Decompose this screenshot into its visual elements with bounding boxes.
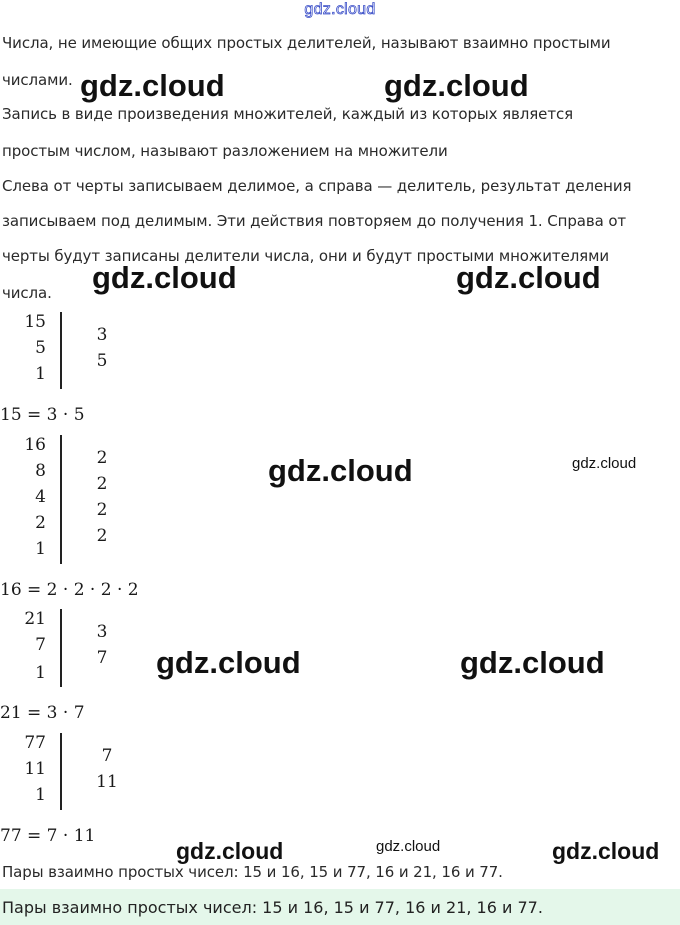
watermark: gdz.cloud (384, 68, 529, 103)
watermark: gdz.cloud (176, 838, 284, 864)
dividend: 11 (24, 759, 46, 779)
factorization-result: 77 = 7 · 11 (0, 826, 96, 846)
dividend: 1 (35, 663, 46, 683)
dividend: 16 (24, 435, 46, 455)
watermark: gdz.cloud (80, 68, 225, 103)
division-bar (60, 733, 62, 810)
coprime-definition-line-1: Числа, не имеющие общих простых делителей, называют взаимно простыми (2, 34, 611, 52)
watermark: gdz.cloud (92, 260, 237, 295)
factorization-definition-line-2: простым числом, называют разложением на множители (2, 142, 448, 160)
divisor: 2 (96, 448, 108, 468)
dividend: 5 (35, 338, 46, 358)
method-line-2: записываем под делимым. Эти действия повторяем до получения 1. Справа от (2, 212, 627, 230)
answer-box (0, 889, 680, 925)
divisor: 2 (96, 526, 108, 546)
method-line-3: черты будут записаны делители числа, они и будут простыми множителями (2, 247, 609, 265)
division-bar (60, 609, 62, 687)
watermark: gdz.cloud (268, 453, 413, 488)
divisor: 7 (96, 648, 108, 668)
site-header[interactable]: gdz.cloud (304, 1, 376, 18)
watermark: gdz.cloud (456, 260, 601, 295)
divisor: 5 (96, 351, 108, 371)
factorization-definition-line-1: Запись в виде произведения множителей, каждый из которых является (2, 105, 574, 123)
watermark: gdz.cloud (572, 455, 637, 472)
division-bar (60, 312, 62, 389)
dividend: 2 (35, 513, 46, 533)
watermark: gdz.cloud (460, 645, 605, 680)
division-bar (60, 435, 62, 564)
divisor: 3 (96, 622, 108, 642)
coprime-definition-line-2: числами. (2, 71, 73, 89)
factorization-result: 16 = 2 · 2 · 2 · 2 (0, 580, 139, 600)
dividend: 1 (35, 539, 46, 559)
divisor: 11 (96, 772, 118, 792)
factorization-result: 21 = 3 · 7 (0, 703, 85, 723)
method-line-4: числа. (2, 284, 52, 302)
divisor: 2 (96, 500, 108, 520)
divisor: 3 (96, 325, 108, 345)
conclusion-text: Пары взаимно простых чисел: 15 и 16, 15 и 77, 16 и 21, 16 и 77. (2, 863, 503, 881)
dividend: 21 (24, 609, 46, 629)
watermark: gdz.cloud (156, 645, 301, 680)
divisor: 7 (101, 746, 113, 766)
dividend: 1 (35, 364, 46, 384)
dividend: 15 (24, 312, 46, 332)
dividend: 77 (24, 733, 46, 753)
divisor: 2 (96, 474, 108, 494)
factorization-result: 15 = 3 · 5 (0, 405, 85, 425)
dividend: 7 (35, 635, 46, 655)
dividend: 4 (35, 487, 46, 507)
method-line-1: Слева от черты записываем делимое, а справа — делитель, результат деления (2, 177, 632, 195)
watermark: gdz.cloud (552, 838, 660, 864)
answer-text: Пары взаимно простых чисел: 15 и 16, 15 и 77, 16 и 21, 16 и 77. (2, 898, 543, 917)
dividend: 1 (35, 785, 46, 805)
watermark: gdz.cloud (376, 838, 441, 855)
dividend: 8 (35, 461, 46, 481)
